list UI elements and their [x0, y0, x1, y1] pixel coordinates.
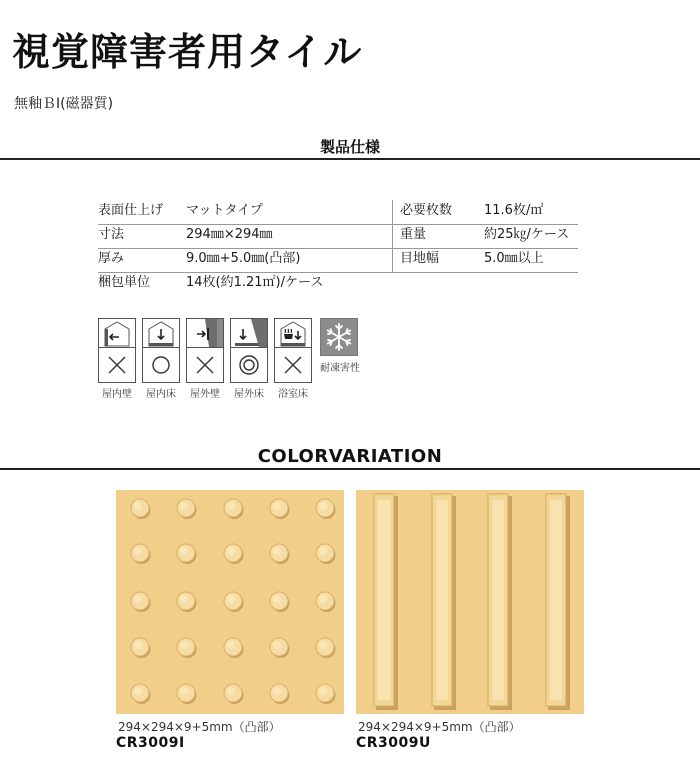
spec-row [98, 272, 578, 296]
spec-row [98, 200, 578, 225]
usage-label: 浴室床 [278, 389, 308, 400]
spec-label: 梱包単位 [98, 275, 151, 290]
page-subtitle: 無釉ＢⅠ(磁器質) [14, 96, 114, 112]
spec-row [98, 224, 578, 249]
spec-label: 目地幅 [400, 251, 440, 266]
usage-item-bathroom-floor [274, 318, 312, 400]
tactile-bar [488, 494, 512, 710]
cross-mark-icon [98, 348, 136, 383]
spec-column-divider [392, 200, 393, 272]
exterior-wall-icon [186, 318, 224, 348]
usage-item-interior-floor [142, 318, 180, 400]
spec-label: 必要枚数 [400, 203, 453, 218]
tactile-bar [374, 494, 398, 710]
usage-label: 屋内床 [146, 389, 176, 400]
spec-value: 294㎜×294㎜ [186, 227, 273, 242]
interior-wall-icon [98, 318, 136, 348]
circle-mark-icon [142, 348, 180, 383]
spec-label: 重量 [400, 227, 427, 242]
tile-product-code: CR3009U [356, 735, 431, 751]
color-section-title: COLORVARIATION [257, 446, 443, 467]
line-block-tile-image [356, 490, 584, 714]
spec-value: 9.0㎜+5.0㎜(凸部) [186, 251, 301, 266]
double-circle-mark-icon [230, 348, 268, 383]
tactile-bar [546, 494, 570, 710]
spec-label: 表面仕上げ [98, 203, 164, 218]
tile-size-caption: 294×294×9+5mm（凸部） [358, 720, 521, 734]
usage-label: 屋外壁 [190, 389, 220, 400]
dot-block-tile-image [116, 490, 344, 714]
section-divider [0, 158, 700, 160]
spec-label: 厚み [98, 251, 125, 266]
page-title: 視覚障害者用タイル [12, 30, 363, 74]
spec-label: 寸法 [98, 227, 125, 242]
spec-value: マットタイプ [186, 203, 263, 218]
usage-label: 屋内壁 [102, 389, 132, 400]
tile-product-code: CR3009I [116, 735, 185, 751]
usage-item-exterior-wall [186, 318, 224, 400]
tactile-bar [432, 494, 456, 710]
spec-value: 14枚(約1.21㎡)/ケース [186, 275, 324, 290]
spec-row [98, 248, 578, 273]
frost-resistance-badge [320, 318, 358, 374]
exterior-floor-icon [230, 318, 268, 348]
spec-value: 11.6枚/㎡ [484, 203, 544, 218]
frost-label: 耐凍害性 [320, 363, 360, 374]
usage-item-interior-wall [98, 318, 136, 400]
cross-mark-icon [186, 348, 224, 383]
usage-label: 屋外床 [234, 389, 264, 400]
spec-value: 5.0㎜以上 [484, 251, 544, 266]
spec-value: 約25㎏/ケース [484, 227, 570, 242]
interior-floor-icon [142, 318, 180, 348]
bathroom-floor-icon [274, 318, 312, 348]
snowflake-icon [320, 318, 358, 356]
tile-size-caption: 294×294×9+5mm（凸部） [118, 720, 281, 734]
usage-item-exterior-floor [230, 318, 268, 400]
spec-section-title: 製品仕様 [319, 138, 380, 156]
cross-mark-icon [274, 348, 312, 383]
section-divider [0, 468, 700, 470]
